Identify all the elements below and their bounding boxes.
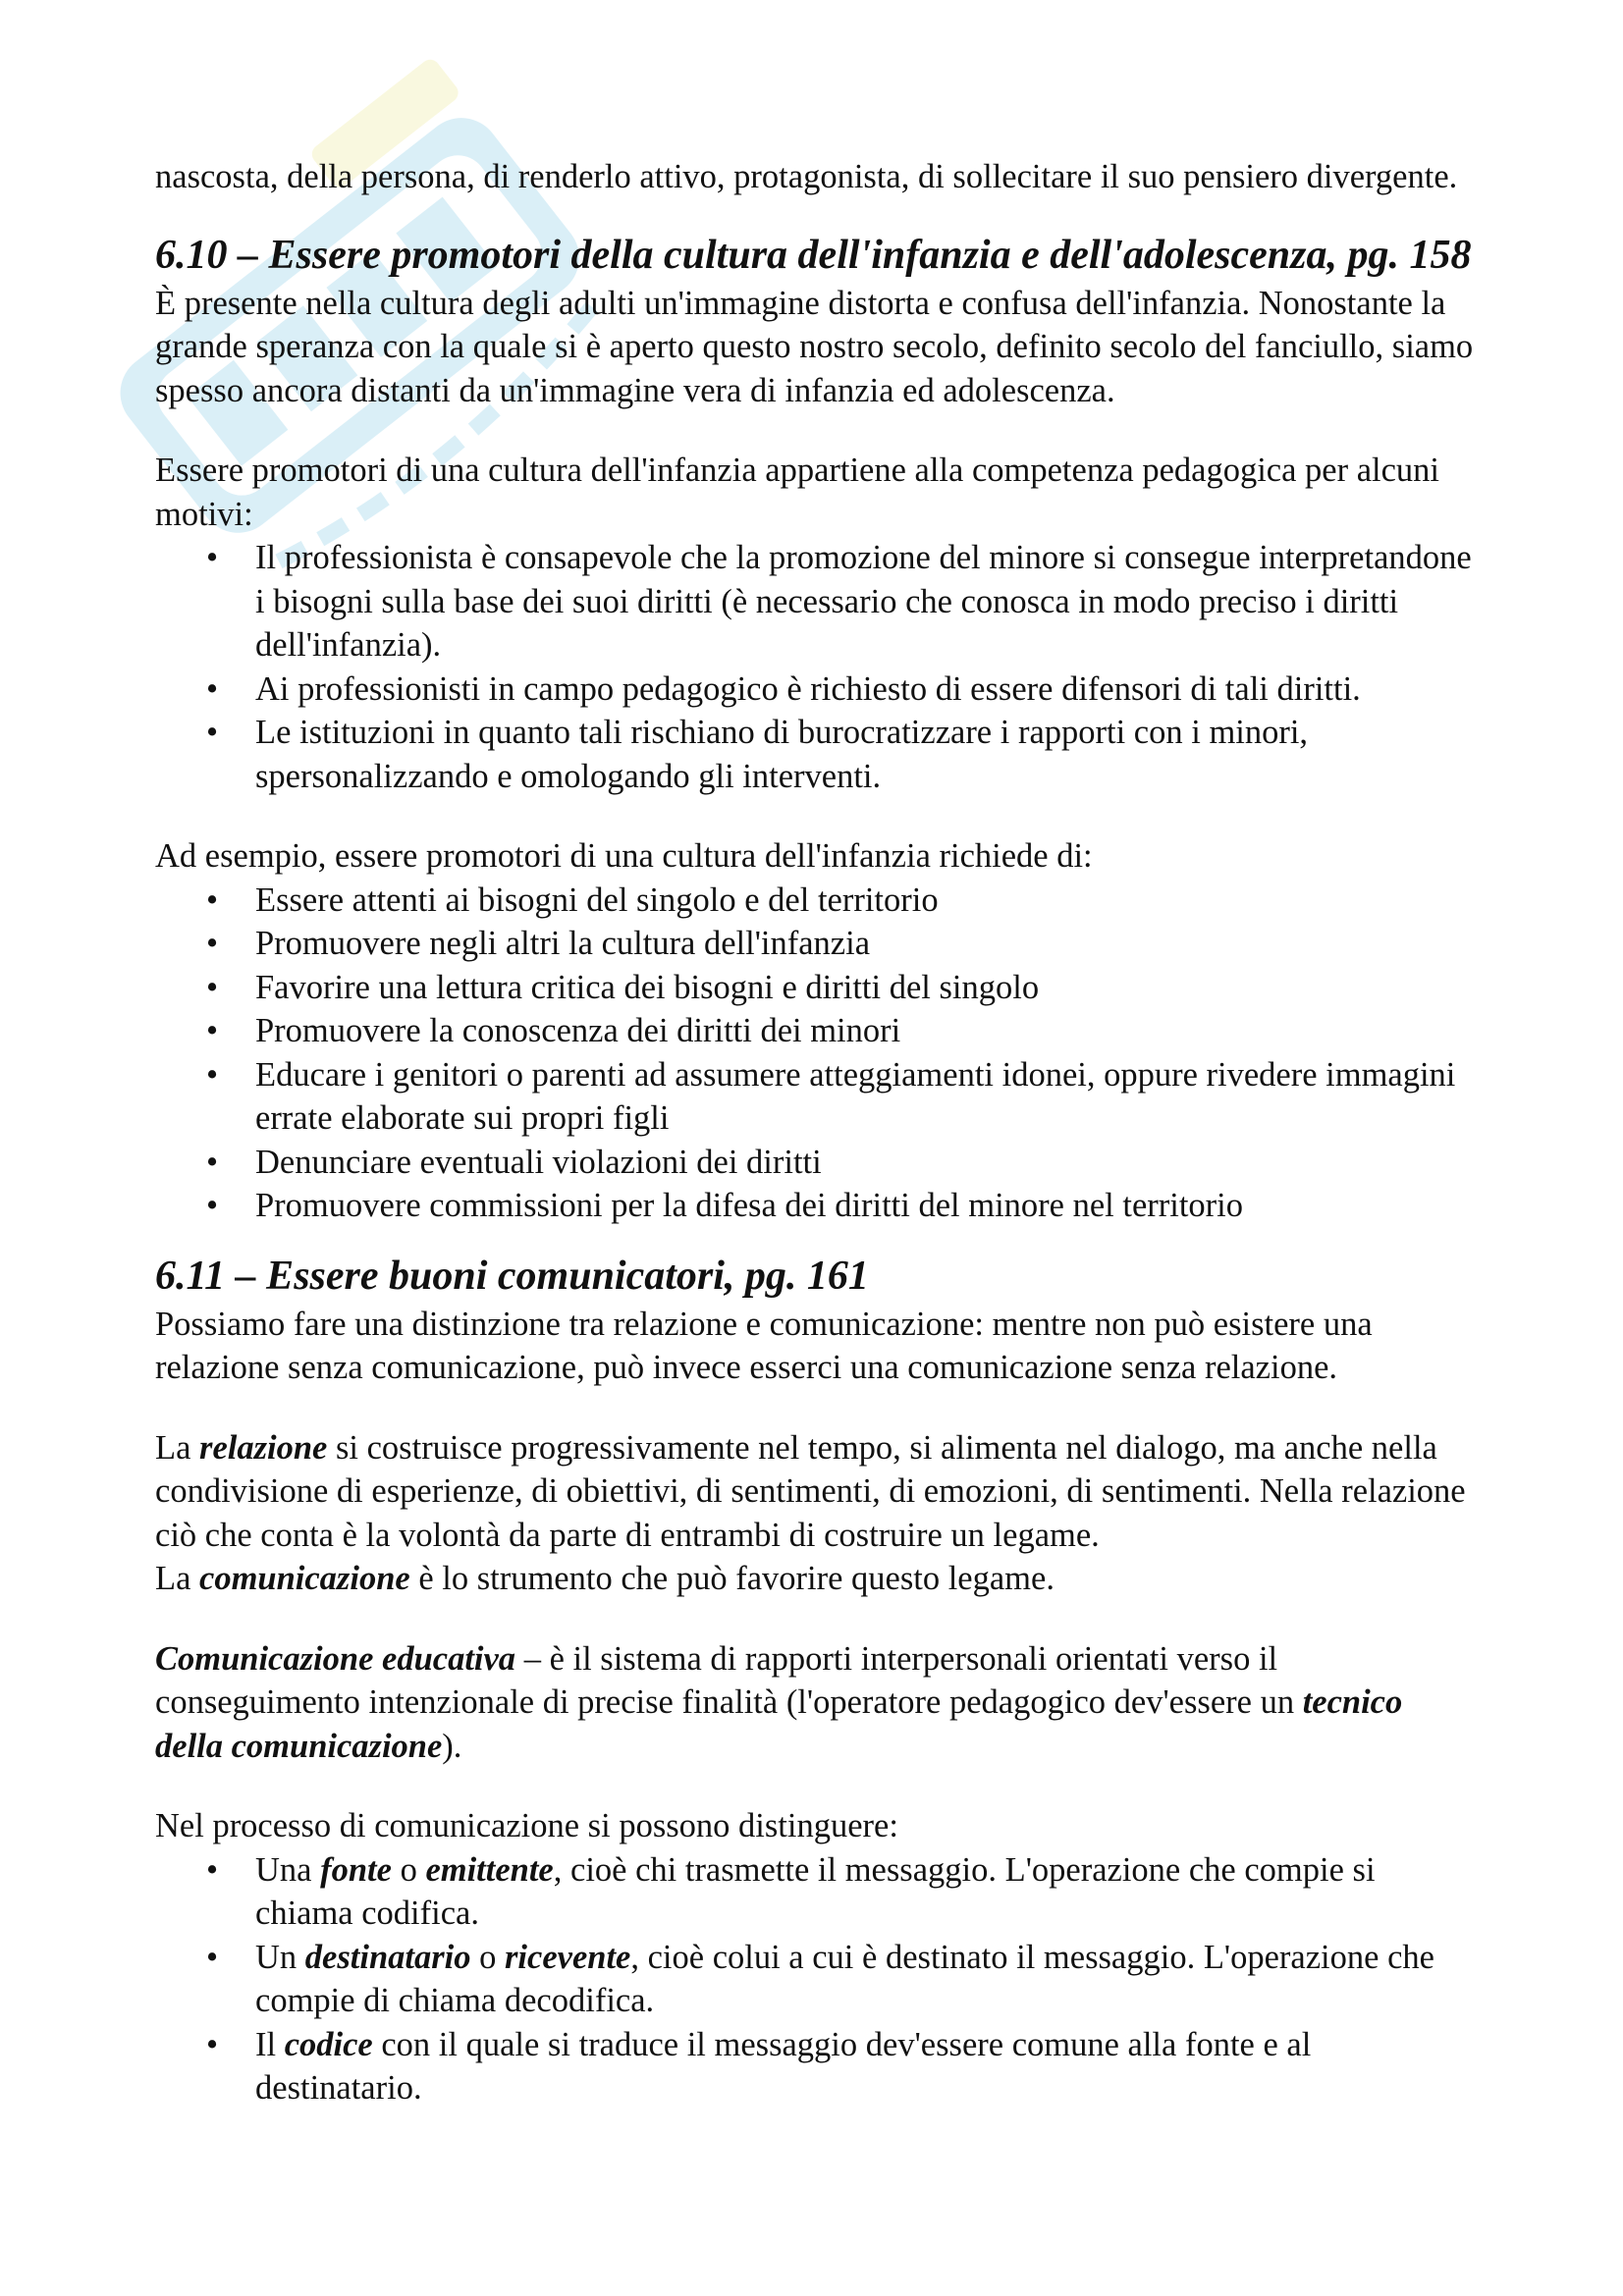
section-610-heading: 6.10 – Essere promotori della cultura dell'infanzia e dell'adolescenza, pg. 158 (155, 232, 1472, 278)
list-item: • Una fonte o emittente, cioè chi trasmette il messaggio. L'operazione che compie si chiama codifica. (155, 1848, 1476, 1936)
section-610-paragraph-1: È presente nella cultura degli adulti un'immagine distorta e confusa dell'infanzia. Nonostante la grande speranza con la quale si è aperto questo nostro secolo, definito secolo del fanciullo, siamo spesso ancora distanti da un'immagine vera di infanzia ed adolescenza. (155, 284, 1474, 409)
comunicazione-term: comunicazione (199, 1560, 410, 1597)
relazione-paragraph: La relazione si costruisce progressivamente nel tempo, si alimenta nel dialogo, ma anche nella condivisione di esperienze, di obiettivi, di sentimenti, di emozioni, di sentimenti. Nella relazione ciò che conta è la volontà da parte di entrambi di costruire un legame. (155, 1428, 1466, 1554)
section-610-paragraph-2: Essere promotori di una cultura dell'infanzia appartiene alla competenza pedagogica per alcuni motivi: (155, 452, 1440, 533)
list-item: • Ai professionisti in campo pedagogico è richiesto di essere difensori di tali diritti. (155, 667, 1476, 712)
list-item: • Favorire una lettura critica dei bisogni e diritti del singolo (155, 966, 1476, 1010)
comunicazione-paragraph: La comunicazione è lo strumento che può favorire questo legame. (155, 1560, 1055, 1597)
section-610-paragraph-3: Ad esempio, essere promotori di una cultura dell'infanzia richiede di: (155, 837, 1093, 875)
elementi-list (155, 1848, 1476, 2110)
list-item: • Essere attenti ai bisogni del singolo e del territorio (155, 879, 1476, 923)
list-item: • Promuovere commissioni per la difesa dei diritti del minore nel territorio (155, 1184, 1476, 1228)
list-item: • Il codice con il quale si traduce il messaggio dev'essere comune alla fonte e al destinatario. (155, 2023, 1476, 2110)
processo-paragraph: Nel processo di comunicazione si possono distinguere: (155, 1807, 898, 1844)
tecnico-comunicazione-term: tecnico della comunicazione (155, 1683, 1403, 1765)
comunicazione-educativa-term: Comunicazione educativa (155, 1639, 516, 1678)
relazione-term: relazione (199, 1428, 328, 1467)
section-611-heading: 6.11 – Essere buoni comunicatori, pg. 161 (155, 1253, 869, 1299)
richieste-list (155, 879, 1476, 1228)
section-611-paragraph-1: Possiamo fare una distinzione tra relazione e comunicazione: mentre non può esistere una relazione senza comunicazione, può invece esserci una comunicazione senza relazione. (155, 1305, 1373, 1386)
intro-paragraph: nascosta, della persona, di renderlo attivo, protagonista, di sollecitare il suo pensiero divergente. (155, 158, 1458, 195)
list-item: • Promuovere negli altri la cultura dell'infanzia (155, 922, 1476, 966)
comunicazione-educativa-paragraph: Comunicazione educativa – è il sistema di rapporti interpersonali orientati verso il conseguimento intenzionale di precise finalità (l'operatore pedagogico dev'essere un tecnico della comunicazione). (155, 1639, 1403, 1765)
list-item: • Promuovere la conoscenza dei diritti dei minori (155, 1009, 1476, 1053)
list-item: • Le istituzioni in quanto tali rischiano di burocratizzare i rapporti con i minori, spersonalizzando e omologando gli interventi. (155, 711, 1476, 798)
document-page (155, 155, 1476, 2110)
list-item: • Un destinatario o ricevente, cioè colui a cui è destinato il messaggio. L'operazione che compie di chiama decodifica. (155, 1936, 1476, 2023)
list-item: • Denunciare eventuali violazioni dei diritti (155, 1141, 1476, 1185)
list-item: • Educare i genitori o parenti ad assumere atteggiamenti idonei, oppure rivedere immagini errate elaborate sui propri figli (155, 1053, 1476, 1141)
list-item: • Il professionista è consapevole che la promozione del minore si consegue interpretandone i bisogni sulla base dei suoi diritti (è necessario che conosca in modo preciso i diritti dell'infanzia). (155, 536, 1476, 667)
motivi-list (155, 536, 1476, 798)
